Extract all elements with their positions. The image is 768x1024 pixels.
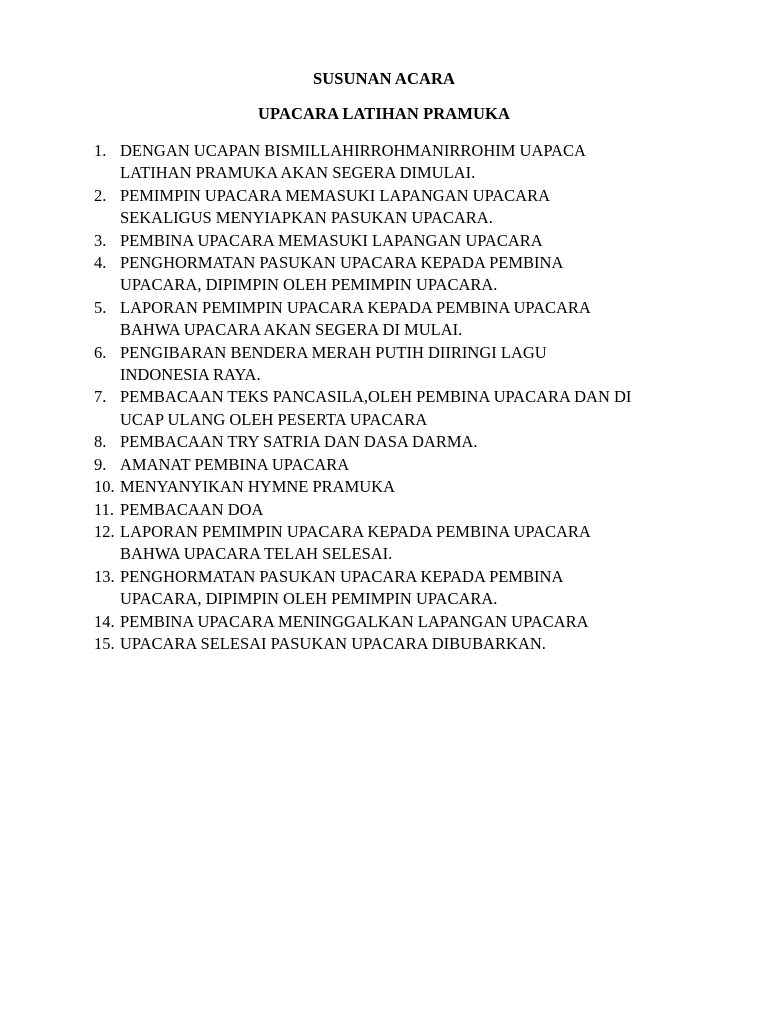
agenda-item-number: 2. [94,185,107,205]
agenda-item [94,386,704,431]
agenda-item-number: 13. [94,566,115,586]
agenda-item-text: BAHWA UPACARA TELAH SELESAI. [120,544,393,564]
agenda-item-text: MENYANYIKAN HYMNE PRAMUKA [120,477,396,497]
agenda-item-text: PEMBACAAN DOA [120,499,264,519]
agenda-item-number: 5. [94,297,107,317]
agenda-item-text: LAPORAN PEMIMPIN UPACARA KEPADA PEMBINA UPACARA [120,297,591,317]
agenda-item [94,342,704,387]
agenda-item-text: PENGHORMATAN PASUKAN UPACARA KEPADA PEMBINA [120,253,564,273]
agenda-item [94,230,704,252]
agenda-item-number: 7. [94,387,107,407]
agenda-item-text: UPACARA, DIPIMPIN OLEH PEMIMPIN UPACARA. [120,275,498,295]
agenda-item-number: 11. [94,499,115,519]
document-title: SUSUNAN ACARA [312,69,456,88]
agenda-item-text: PEMIMPIN UPACARA MEMASUKI LAPANGAN UPACARA [120,185,551,205]
agenda-item [94,140,704,185]
agenda-item-text: UPACARA SELESAI PASUKAN UPACARA DIBUBARKAN. [120,633,546,653]
agenda-item-number: 10. [94,477,115,497]
agenda-item [94,185,704,230]
agenda-item [94,499,704,521]
agenda-item [94,476,704,498]
agenda-item-text: UCAP ULANG OLEH PESERTA UPACARA [120,409,428,429]
agenda-item-text: INDONESIA RAYA. [120,365,261,385]
agenda-item [94,566,704,611]
agenda-item-number: 4. [94,253,107,273]
agenda-item-text: UPACARA, DIPIMPIN OLEH PEMIMPIN UPACARA. [120,589,498,609]
document-subtitle: UPACARA LATIHAN PRAMUKA [258,104,510,123]
agenda-item-text: PENGHORMATAN PASUKAN UPACARA KEPADA PEMBINA [120,566,564,586]
agenda-item-number: 9. [94,454,107,474]
agenda-item-text: PEMBINA UPACARA MENINGGALKAN LAPANGAN UPACARA [120,611,589,631]
agenda-item-text: PEMBACAAN TRY SATRIA DAN DASA DARMA. [120,432,478,452]
agenda-item [94,431,704,453]
agenda-item [94,454,704,476]
agenda-item-text: PEMBINA UPACARA MEMASUKI LAPANGAN UPACARA [120,230,543,250]
agenda-item-text: LATIHAN PRAMUKA AKAN SEGERA DIMULAI. [120,163,476,183]
agenda-item-number: 6. [94,342,107,362]
agenda-item-text: PEMBACAAN TEKS PANCASILA,OLEH PEMBINA UPACARA DAN DI [120,387,632,407]
agenda-item [94,297,704,342]
agenda-item-text: LAPORAN PEMIMPIN UPACARA KEPADA PEMBINA UPACARA [120,521,591,541]
agenda-item-number: 12. [94,521,115,541]
agenda-item-text: BAHWA UPACARA AKAN SEGERA DI MULAI. [120,320,463,340]
agenda-item-number: 15. [94,633,115,653]
agenda-item-text: DENGAN UCAPAN BISMILLAHIRROHMANIRROHIM UAPACA [120,141,586,160]
agenda-item-text: AMANAT PEMBINA UPACARA [120,454,350,474]
agenda-item-number: 1. [94,141,107,160]
agenda-item-number: 8. [94,432,107,452]
agenda-item [94,633,704,655]
agenda-item-number: 3. [94,230,107,250]
agenda-item [94,521,704,566]
agenda-item [94,611,704,633]
agenda-item-text: PENGIBARAN BENDERA MERAH PUTIH DIIRINGI LAGU [120,342,547,362]
agenda-item [94,252,704,297]
agenda-list [94,140,704,655]
agenda-item-text: SEKALIGUS MENYIAPKAN PASUKAN UPACARA. [120,208,493,228]
agenda-item-number: 14. [94,611,115,631]
